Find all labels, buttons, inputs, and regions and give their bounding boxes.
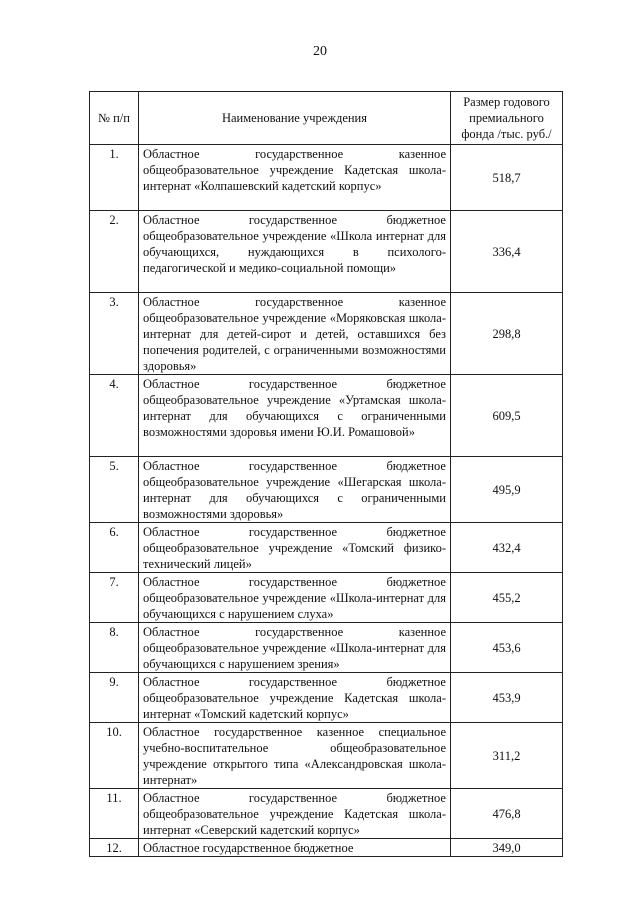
table-row: [90, 789, 563, 839]
row-number: 11.: [90, 789, 139, 839]
table-row: [90, 457, 563, 523]
table-row: [90, 723, 563, 789]
row-number: 6.: [90, 523, 139, 573]
table-row: [90, 293, 563, 375]
header-institution-name: Наименование учреждения: [139, 92, 451, 145]
fund-size: 311,2: [451, 723, 563, 789]
institution-name: Областное государственное бюджетное общеобразовательное учреждение «Школа интернат для обучающихся, нуждающихся в психолого-педагогической и медико-социальной помощи»: [139, 211, 451, 293]
fund-size: 432,4: [451, 523, 563, 573]
institution-name: Областное государственное бюджетное общеобразовательное учреждение Кадетская школа-интернат «Северский кадетский корпус»: [139, 789, 451, 839]
table-row: [90, 623, 563, 673]
row-number: 10.: [90, 723, 139, 789]
premium-fund-table: [89, 91, 563, 857]
header-fund-size: Размер годового премиального фонда /тыс. руб./: [451, 92, 563, 145]
fund-size: 298,8: [451, 293, 563, 375]
table-row: [90, 839, 563, 857]
table-row: [90, 573, 563, 623]
page-number: 20: [313, 44, 327, 59]
table-row: [90, 145, 563, 211]
table-row: [90, 523, 563, 573]
institution-name: Областное государственное бюджетное общеобразовательное учреждение «Школа-интернат для обучающихся с нарушением слуха»: [139, 573, 451, 623]
fund-size: 518,7: [451, 145, 563, 211]
row-number: 1.: [90, 145, 139, 211]
row-number: 3.: [90, 293, 139, 375]
fund-size: 453,6: [451, 623, 563, 673]
fund-size: 495,9: [451, 457, 563, 523]
fund-size: 453,9: [451, 673, 563, 723]
institution-name: Областное государственное бюджетное общеобразовательное учреждение «Шегарская школа-интернат для обучающихся с ограниченными возможностями здоровья»: [139, 457, 451, 523]
row-number: 7.: [90, 573, 139, 623]
table-row: [90, 211, 563, 293]
institution-name: Областное государственное бюджетное общеобразовательное учреждение «Томский физико-технический лицей»: [139, 523, 451, 573]
table-row: [90, 673, 563, 723]
institution-name: Областное государственное казенное специальное учебно-воспитательное общеобразовательное учреждение открытого типа «Александровская школа-интернат»: [139, 723, 451, 789]
institution-name: Областное государственное казенное общеобразовательное учреждение Кадетская школа-интернат «Колпашевский кадетский корпус»: [139, 145, 451, 211]
fund-size: 609,5: [451, 375, 563, 457]
table-row: [90, 375, 563, 457]
institution-name: Областное государственное бюджетное общеобразовательное учреждение Кадетская школа-интернат «Томский кадетский корпус»: [139, 673, 451, 723]
fund-size: 455,2: [451, 573, 563, 623]
row-number: 4.: [90, 375, 139, 457]
row-number: 12.: [90, 839, 139, 857]
row-number: 8.: [90, 623, 139, 673]
row-number: 9.: [90, 673, 139, 723]
row-number: 2.: [90, 211, 139, 293]
institution-name: Областное государственное бюджетное: [139, 839, 451, 857]
row-number: 5.: [90, 457, 139, 523]
table-header-row: [90, 92, 563, 145]
institution-name: Областное государственное казенное общеобразовательное учреждение «Школа-интернат для обучающихся с нарушением зрения»: [139, 623, 451, 673]
institution-name: Областное государственное казенное общеобразовательное учреждение «Моряковская школа-интернат для детей-сирот и детей, оставшихся без попечения родителей, с ограниченными возможностями здоровья»: [139, 293, 451, 375]
fund-size: 336,4: [451, 211, 563, 293]
header-number: № п/п: [90, 92, 139, 145]
fund-size: 476,8: [451, 789, 563, 839]
institution-name: Областное государственное бюджетное общеобразовательное учреждение «Уртамская школа-интернат для обучающихся с ограниченными возможностями здоровья имени Ю.И. Ромашовой»: [139, 375, 451, 457]
fund-size: 349,0: [451, 839, 563, 857]
